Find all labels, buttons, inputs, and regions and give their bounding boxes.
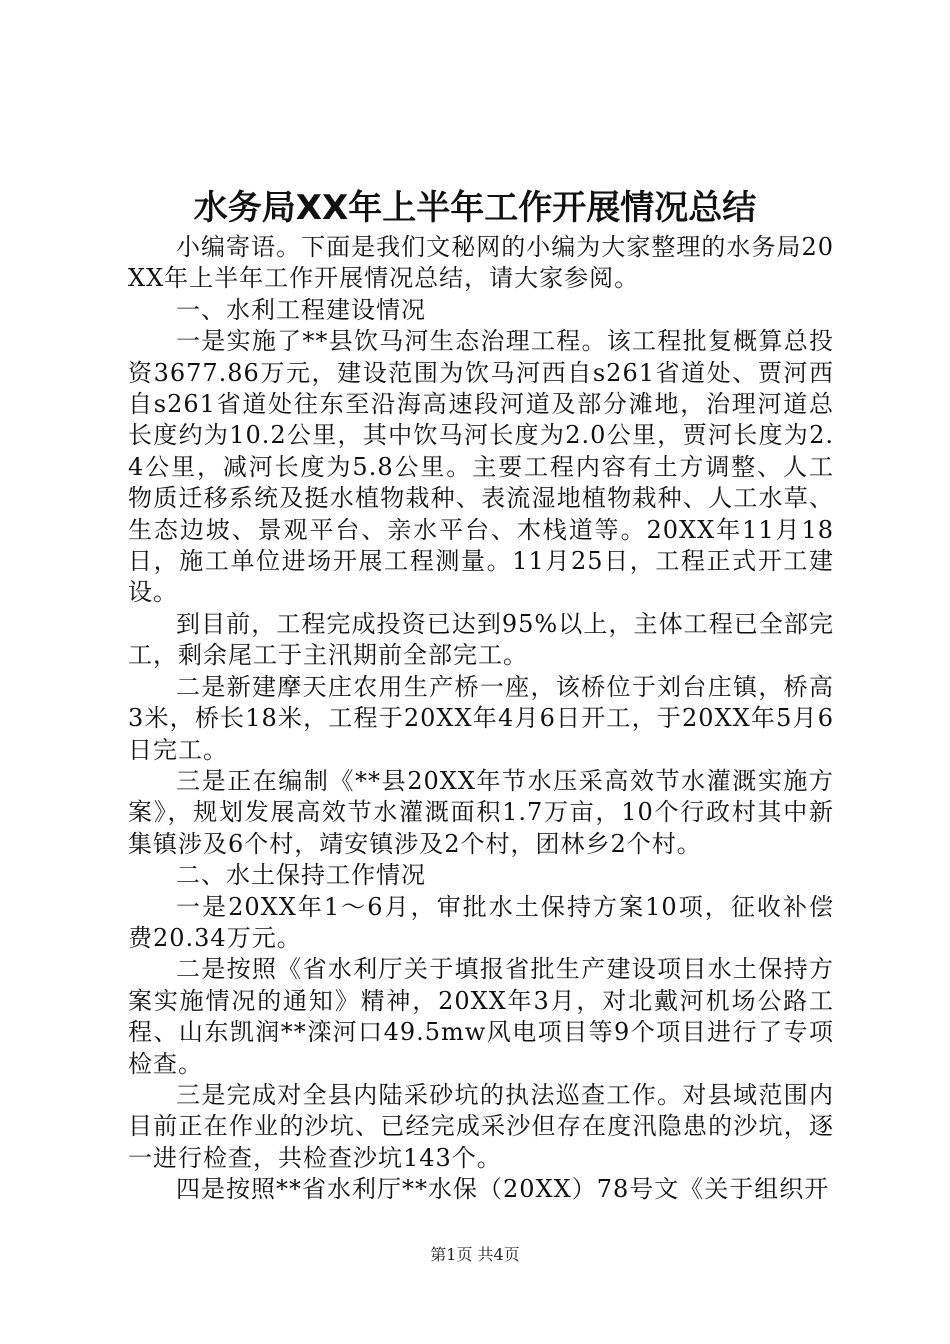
paragraph-inspection: 二是按照《省水利厅关于填报省批生产建设项目水土保持方案实施情况的通知》精神，20XX年3月，对北戴河机场公路工程、山东凯润**滦河口49.5mw风电项目等9个项目进行了专项检查。 (128, 955, 834, 1078)
document-title: 水务局XX年上半年工作开展情况总结 (193, 188, 757, 228)
paragraph-approvals: 一是20XX年1～6月，审批水土保持方案10项，征收补偿费20.34万元。 (128, 892, 834, 952)
section-heading-soil-conservation: 二、水土保持工作情况 (176, 861, 426, 890)
paragraph-sand-pits: 三是完成对全县内陆采砂坑的执法巡查工作。对县域范围内目前正在作业的沙坑、已经完成采沙但存在度汛隐患的沙坑，逐一进行检查，共检查沙坑143个。 (128, 1080, 834, 1172)
paragraph-progress: 到目前，工程完成投资已达到95%以上，主体工程已全部完工，剩余尾工于主汛期前全部完工。 (128, 609, 834, 670)
intro-paragraph: 小编寄语。下面是我们文秘网的小编为大家整理的水务局20XX年上半年工作开展情况总结，请大家参阅。 (128, 233, 834, 293)
document-body (128, 232, 834, 1206)
section-heading-water-projects: 一、水利工程建设情况 (176, 295, 426, 324)
paragraph-irrigation-plan: 三是正在编制《**县20XX年节水压采高效节水灌溉实施方案》，规划发展高效节水灌溉面积1.7万亩，10个行政村其中新集镇涉及6个村，靖安镇涉及2个村，团林乡2个村。 (128, 766, 834, 858)
page-footer: 第1页 共4页 (430, 1245, 520, 1264)
paragraph-notice: 四是按照**省水利厅**水保（20XX）78号文《关于组织开 (176, 1175, 830, 1204)
paragraph-yinma-river-project: 一是实施了**县饮马河生态治理工程。该工程批复概算总投资3677.86万元，建设范围为饮马河西自s261省道处、贾河西自s261省道处往东至沿海高速段河道及部分滩地，治理河道总长度约为10.2公里，其中饮马河长度为2.0公里，贾河长度为2.4公里，减河长度为5.8公里。主要工程内容有土方调整、人工物质迁移系统及挺水植物栽种、表流湿地植物栽种、人工水草、生态边坡、景观平台、亲水平台、木栈道等。20XX年11月18日，施工单位进场开展工程测量。11月25日，工程正式开工建设。 (128, 327, 834, 607)
paragraph-bridge: 二是新建摩天庄农用生产桥一座，该桥位于刘台庄镇，桥高3米，桥长18米，工程于20XX年4月6日开工，于20XX年5月6日完工。 (128, 672, 834, 764)
